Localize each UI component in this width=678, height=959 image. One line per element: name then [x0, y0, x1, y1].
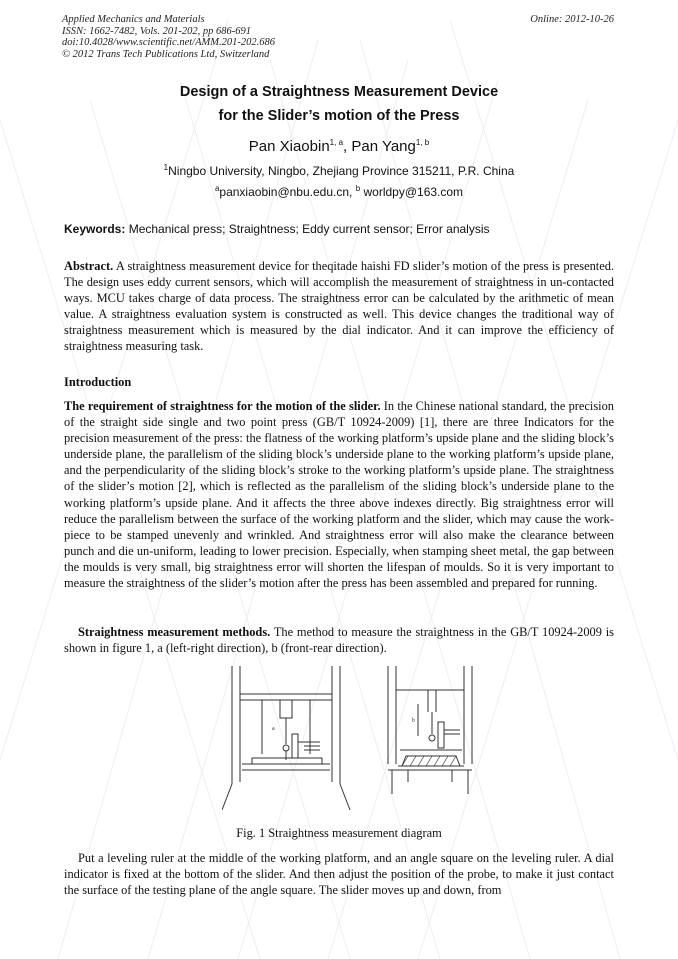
issn-line: ISSN: 1662-7482, Vols. 201-202, pp 686-691: [62, 25, 251, 37]
author-name: Pan Yang: [351, 138, 416, 155]
abstract-label: Abstract.: [64, 259, 114, 273]
email-superscript: a: [214, 184, 220, 193]
paragraph-lead: Straightness measurement methods.: [78, 625, 271, 639]
journal-name: Applied Mechanics and Materials: [62, 14, 205, 25]
body-paragraph: Put a leveling ruler at the middle of the working platform, and an angle square on the leveling ruler. A dial indicator is fixed at the bottom of the slider. And then adjust the position of the probe, to make it just contact the surface of the testing plane of the angle square. The slider moves up and down, from: [64, 851, 614, 898]
email-b: worldpy@163.com: [360, 185, 464, 199]
keywords-label: Keywords:: [64, 222, 126, 236]
paragraph-text: In the Chinese national standard, the precision of the straight side single and two point press (GB/T 10924-2009) [1], there are three Indicators for the precision measurement of the press: the flatness of the working platform’s upside plane and the sliding block’s underside plane, the parallelism of the sliding block’s underside plane to the working platform’s upside plane, and the perpendicularity of the sliding block’s stroke to the working platform’s upside plane. The straightness of the slider’s motion [2], which is reflected as the parallelism of the sliding block’s underside plane to the working platform’s upside plane. And it affects the three above indexes directly. Big straightness error will reduce the parallelism between the surface of the working platform and the slider, which may cause the work-piece to be stamped unevenly and wrinkled. And straightness error will also make the clearance between punch and die un-uniform, leading to lower precision. Especially, when stamping sheet metal, the gap between the moulds is very small, big straightness error will shorten the lifespan of moulds. So it is very important to measure the straightness of the slider’s motion after the press has been assembled and prepared for running.: [64, 399, 614, 591]
email-superscript: b: [355, 184, 361, 193]
figure-caption: Fig. 1 Straightness measurement diagram: [236, 826, 442, 840]
copyright-line: © 2012 Trans Tech Publications Ltd, Switzerland: [62, 48, 270, 60]
paper-title-line-2: for the Slider’s motion of the Press: [218, 108, 460, 124]
figure-1-diagram: [222, 664, 482, 812]
figure-1b-press-front-rear: [388, 666, 472, 794]
author-superscript: 1, a: [329, 138, 344, 147]
affiliation: [0, 164, 678, 178]
intro-paragraph-1: [64, 398, 614, 591]
email-a: panxiaobin@nbu.edu.cn,: [219, 185, 356, 199]
section-heading-introduction: Introduction: [64, 375, 132, 389]
author-emails: [0, 185, 678, 199]
journal-header: [62, 14, 275, 60]
doi-line: doi:10.4028/www.scientific.net/AMM.201-202.686: [62, 37, 275, 49]
figure-label-a: a: [272, 726, 275, 732]
author-separator: ,: [343, 138, 352, 155]
affiliation-text: Ningbo University, Ningbo, Zhejiang Province 315211, P.R. China: [168, 164, 515, 178]
figure-1a-press-left-right: [222, 666, 350, 810]
online-date: Online: 2012-10-26: [530, 14, 614, 25]
figure-1b-hatching: [402, 756, 456, 766]
affiliation-superscript: 1: [163, 163, 169, 172]
author-superscript: 1, b: [415, 138, 430, 147]
paper-title-line-1: Design of a Straightness Measurement Device: [179, 84, 499, 100]
author-name: Pan Xiaobin: [248, 138, 330, 155]
abstract-text: A straightness measurement device for theqitade haishi FD slider’s motion of the press is presented. The design uses eddy current sensors, which will accomplish the measurement of straightness in un-contacted ways. MCU takes charge of data process. The straightness error can be calculated by the arithmetic of mean value. A straightness evaluation system is constructed as well. This device changes the traditional way of straightness measurement which is measured by the dial indicator. And it can improve the efficiency of straightness measuring task.: [64, 259, 614, 354]
author-list: [0, 138, 678, 155]
intro-paragraph-2: [64, 624, 614, 656]
keywords: [64, 222, 490, 236]
paragraph-lead: The requirement of straightness for the motion of the slider.: [64, 399, 381, 413]
abstract: [64, 258, 614, 355]
figure-label-b: b: [412, 718, 415, 724]
paragraph-text: The method to measure the straightness in the GB/T 10924-2009 is shown in figure 1, a (left-right direction), b (front-rear direction).: [64, 625, 614, 656]
keywords-text: Mechanical press; Straightness; Eddy current sensor; Error analysis: [125, 222, 490, 236]
